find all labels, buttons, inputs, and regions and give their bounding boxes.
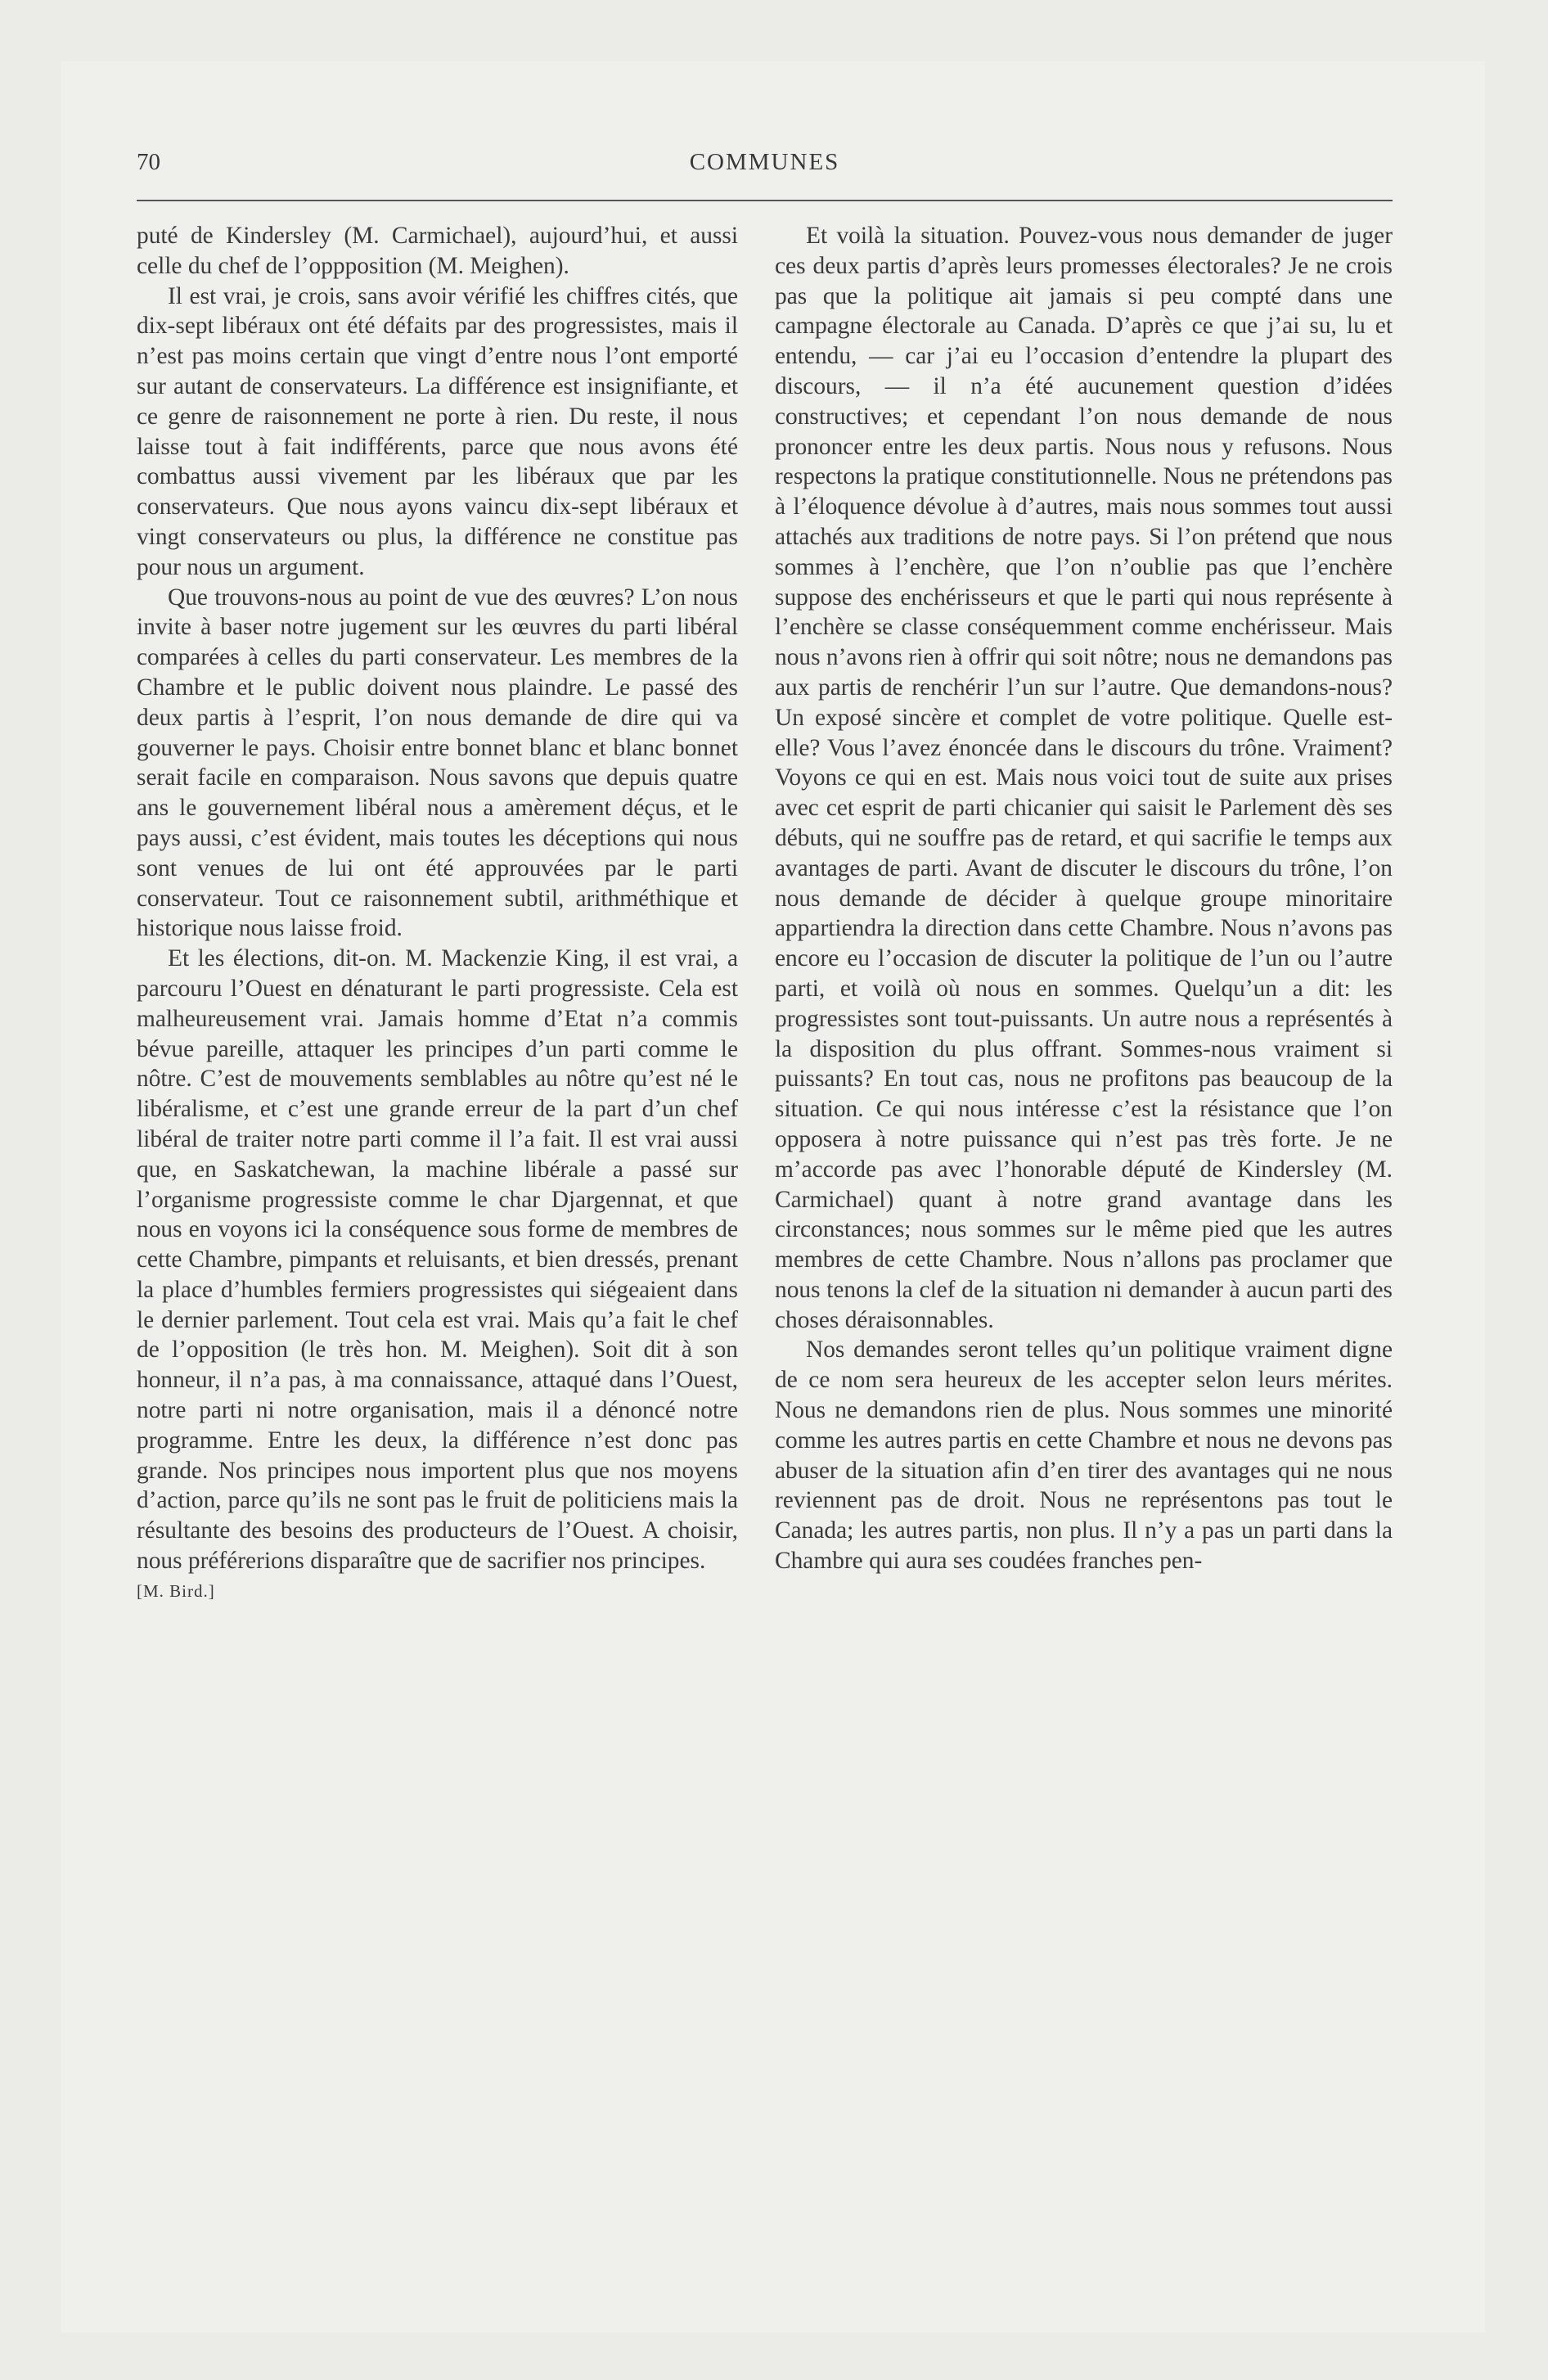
- paragraph: Nos demandes seront telles qu’un politique vraiment digne de ce nom sera heureux de les accepter selon leurs mérites. Nous ne demandons rien de plus. Nous sommes une minorité comme les autres partis en cette Chambre et nous ne devons pas abuser de la situation afin d’en tirer des avantages qui ne nous reviennent pas de droit. Nous ne représentons pas tout le Canada; les autres partis, non plus. Il n’y a pas un parti dans la Chambre qui aura ses coudées franches pen-: [775, 1336, 1393, 1575]
- running-head: [137, 149, 1393, 182]
- section-title: COMMUNES: [689, 149, 840, 175]
- paragraph: puté de Kindersley (M. Carmichael), aujourd’hui, et aussi celle du chef de l’oppposition (M. Meighen).: [137, 223, 738, 279]
- header-rule: [137, 200, 1393, 201]
- speaker-note: [M. Bird.]: [137, 1580, 215, 1601]
- paragraph: Et voilà la situation. Pouvez-vous nous demander de juger ces deux partis d’après leurs promesses électorales? Je ne crois pas que la politique ait jamais si peu compté dans une campagne électorale au Canada. D’après ce que j’ai su, lu et entendu, — car j’ai eu l’occasion d’entendre la plupart des discours, — il n’a été aucunement question d’idées constructives; et cependant l’on nous demande de nous prononcer entre les deux partis. Nous nous y refusons. Nous respectons la pratique constitutionnelle. Nous ne prétendons pas à l’éloquence dévolue à d’autres, mais nous sommes tout aussi attachés aux traditions de notre pays. Si l’on prétend que nous sommes à l’enchère, que l’on n’oublie pas que l’enchère suppose des enchérisseurs et que le parti qui nous représente à l’enchère se classe conséquemment comme enchérisseur. Mais nous n’avons rien à offrir qui soit nôtre; nous ne demandons pas aux partis de renchérir l’un sur l’autre. Que demandons-nous? Un exposé sincère et complet de votre politique. Quelle est-elle? Vous l’avez énoncée dans le discours du trône. Vraiment? Voyons ce qui en est. Mais nous voici tout de suite aux prises avec cet esprit de parti chicanier qui saisit le Parlement dès ses débuts, qui ne souffre pas de retard, et qui sacrifie le temps aux avantages de parti. Avant de discuter le discours du trône, l’on nous demande de décider à quelque groupe minoritaire appartiendra la direction dans cette Chambre. Nous n’avons pas encore eu l’occasion de discuter la politique de l’un ou l’autre parti, et voilà où nous en sommes. Quelqu’un a dit: les progressistes sont tout-puissants. Un autre nous a représentés à la disposition du plus offrant. Sommes-nous vraiment si puissants? En tout cas, nous ne profitons pas beaucoup de la situation. Ce qui nous intéresse c’est la résistance que l’on opposera à notre puissance qui n’est pas très forte. Je ne m’accorde pas avec l’honorable député de Kindersley (M. Carmichael) quant à notre grand avantage dans les circonstances; nous sommes sur le même pied que les autres membres de cette Chambre. Nous n’allons pas proclamer que nous tenons la clef de la situation ni demander à aucun parti des choses déraisonnables.: [775, 223, 1393, 1333]
- paragraph: Il est vrai, je crois, sans avoir vérifié les chiffres cités, que dix-sept libéraux ont été défaits par des progressistes, mais il n’est pas moins certain que vingt d’entre nous l’ont emporté sur autant de conservateurs. La différence est insignifiante, et ce genre de raisonnement ne porte à rien. Du reste, il nous laisse tout à fait indifférents, parce que nous avons été combattus aussi vivement par les libéraux que par les conservateurs. Que nous ayons vaincu dix-sept libéraux et vingt conservateurs ou plus, la différence ne constitue pas pour nous un argument.: [137, 282, 738, 580]
- paragraph: Et les élections, dit-on. M. Mackenzie King, il est vrai, a parcouru l’Ouest en dénaturant le parti progressiste. Cela est malheureusement vrai. Jamais homme d’Etat n’a commis bévue pareille, attaquer les principes d’un parti comme le nôtre. C’est de mouvements semblables au nôtre qu’est né le libéralisme, et c’est une grande erreur de la part d’un chef libéral de traiter notre parti comme il l’a fait. Il est vrai aussi que, en Saskatchewan, la machine libérale a passé sur l’organisme progressiste comme le char Djargennat, et que nous en voyons ici la conséquence sous forme de membres de cette Chambre, pimpants et reluisants, et bien dressés, prenant la place d’humbles fermiers progressistes qui siégeaient dans le dernier parlement. Tout cela est vrai. Mais qu’a fait le chef de l’opposition (le très hon. M. Meighen). Soit dit à son honneur, il n’a pas, à ma connaissance, attaqué dans l’Ouest, notre parti ni notre organisation, mais il a dénoncé notre programme. Entre les deux, la différence n’est donc pas grande. Nos principes nous importent plus que nos moyens d’action, parce qu’ils ne sont pas le fruit de politiciens mais la résultante des besoins des producteurs de l’Ouest. A choisir, nous préférerions disparaître que de sacrifier nos principes.: [137, 945, 738, 1575]
- left-column: [137, 221, 738, 1607]
- page-number: 70: [137, 149, 160, 175]
- right-column: [775, 221, 1393, 1576]
- paragraph: Que trouvons-nous au point de vue des œuvres? L’on nous invite à baser notre jugement sur les œuvres du parti libéral comparées à celles du parti conservateur. Les membres de la Chambre et le public doivent nous plaindre. Le passé des deux partis à l’esprit, l’on nous demande de dire qui va gouverner le pays. Choisir entre bonnet blanc et blanc bonnet serait facile en comparaison. Nous savons que depuis quatre ans le gouvernement libéral nous a amèrement déçus, et le pays aussi, c’est évident, mais toutes les déceptions qui nous sont venues de lui ont été approuvées par le parti conservateur. Tout ce raisonnement subtil, arithméthique et historique nous laisse froid.: [137, 584, 738, 942]
